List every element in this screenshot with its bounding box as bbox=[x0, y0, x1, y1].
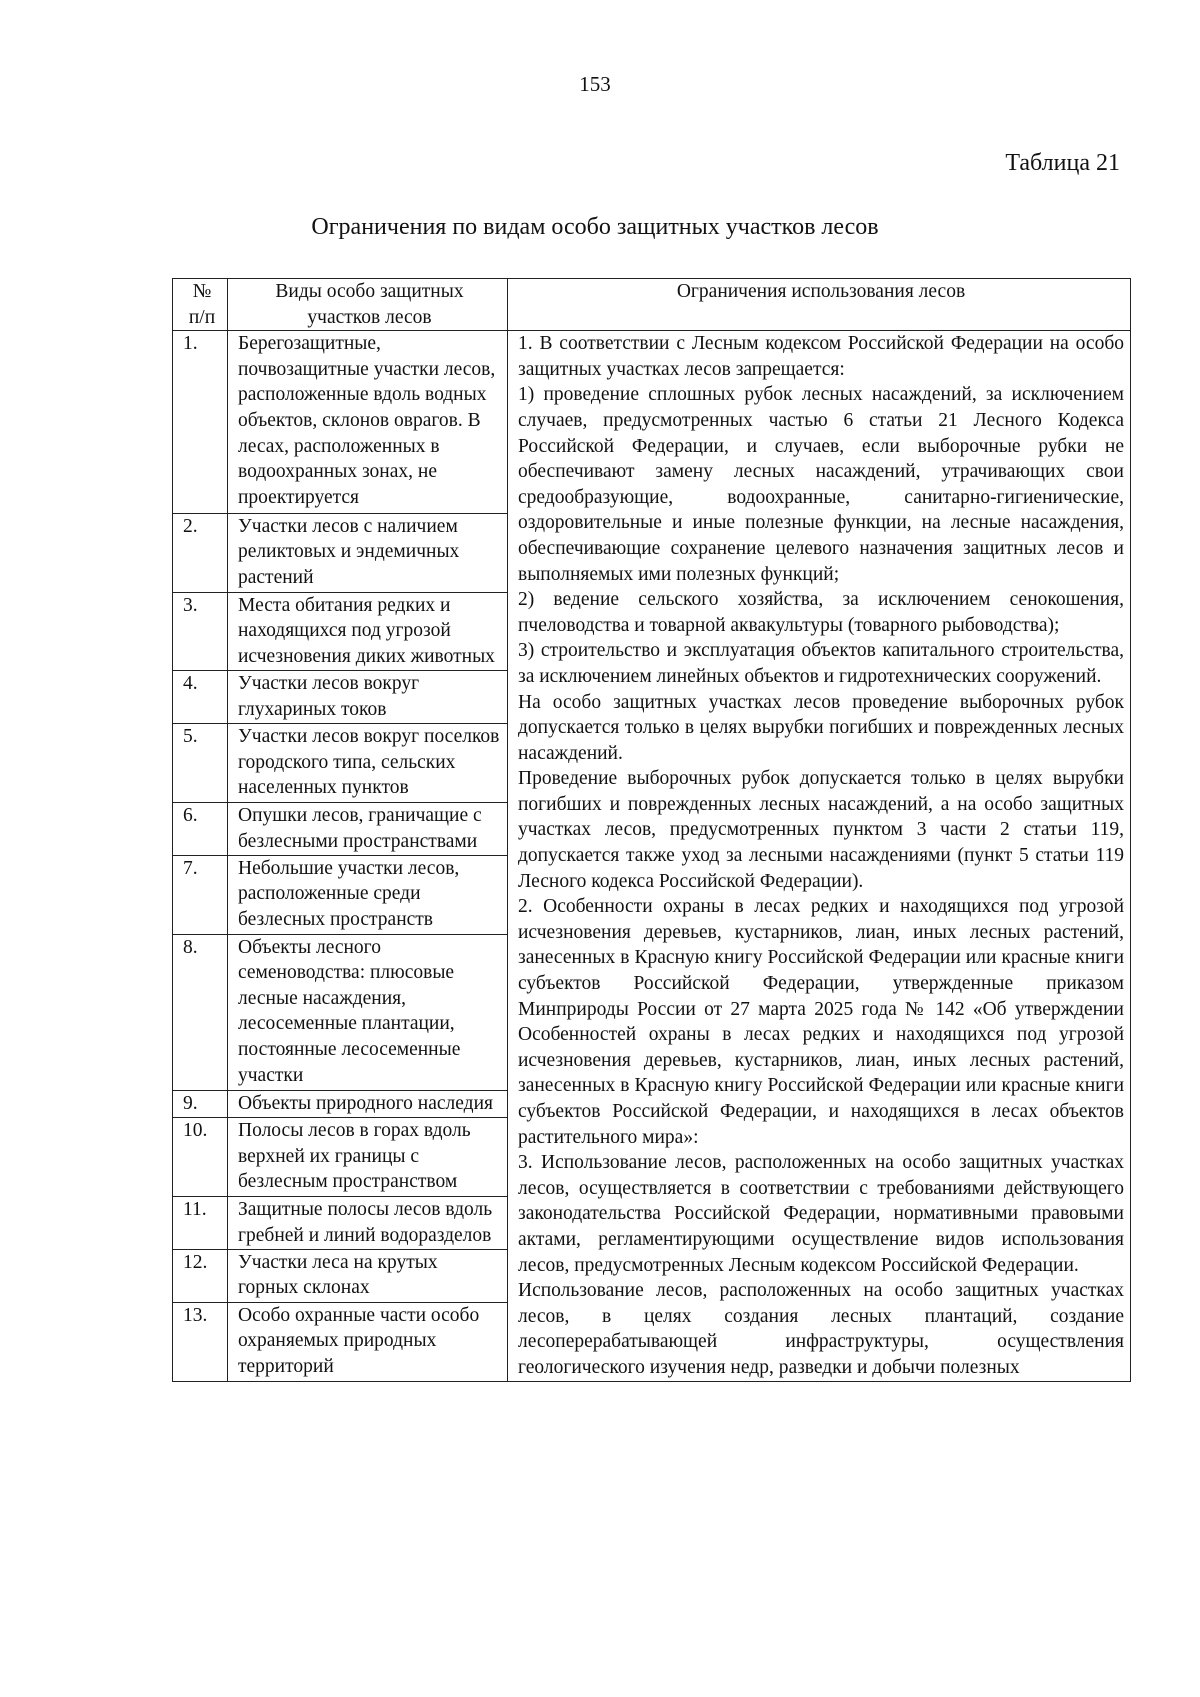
restriction-paragraph: На особо защитных участках лесов проведение выборочных рубок допускается только в целях вырубки погибших и поврежденных лесных насаждений. bbox=[518, 691, 1124, 764]
row-number: 1. bbox=[173, 331, 228, 514]
row-number: 3. bbox=[173, 592, 228, 671]
restriction-paragraph: Проведение выборочных рубок допускается только в целях вырубки погибших и поврежденных лесных насаждений, а на особо защитных участках лесов, предусмотренных пунктом 3 части 2 статьи 119, допускается также уход за лесными насаждениями (пункт 5 статьи 119 Лесного кодекса Российской Федерации). bbox=[518, 768, 1124, 892]
row-number: 5. bbox=[173, 724, 228, 803]
row-kind: Места обитания редких и находящихся под угрозой исчезновения диких животных bbox=[228, 592, 508, 671]
table-label: Таблица 21 bbox=[1005, 150, 1120, 176]
restriction-paragraph: Использование лесов, расположенных на особо защитных участках лесов, в целях создания лесных плантаций, создание лесоперерабатывающей инфраструктуры, осуществления геологического изучения недр, разведки и добычи полезных bbox=[518, 1280, 1124, 1378]
row-kind: Полосы лесов в горах вдоль верхней их границы с безлесным пространством bbox=[228, 1118, 508, 1197]
row-number: 11. bbox=[173, 1196, 228, 1249]
restriction-paragraph: 1. В соответствии с Лесным кодексом Российской Федерации на особо защитных участках лесов запрещается: bbox=[518, 333, 1124, 380]
restriction-paragraph: 1) проведение сплошных рубок лесных насаждений, за исключением случаев, предусмотренных частью 6 статьи 21 Лесного Кодекса Российской Федерации, и случаев, если выборочные рубки не обеспечивают замену лесных насаждений, утрачивающих свои средообразующие, водоохранные, санитарно-гигиенические, оздоровительные и иные полезные функции, на лесные насаждения, обеспечивающие сохранение целевого назначения защитных лесов и выполняемых ими полезных функций; bbox=[518, 384, 1124, 585]
row-number: 9. bbox=[173, 1091, 228, 1118]
row-kind: Объекты лесного семеноводства: плюсовые лесные насаждения, лесосеменные плантации, постоянные лесосеменные участки bbox=[228, 934, 508, 1091]
row-kind: Участки лесов вокруг поселков городского типа, сельских населенных пунктов bbox=[228, 724, 508, 803]
page-number: 153 bbox=[579, 72, 611, 96]
row-kind: Участки лесов с наличием реликтовых и эндемичных растений bbox=[228, 513, 508, 592]
restriction-paragraph: 2. Особенности охраны в лесах редких и находящихся под угрозой исчезновения деревьев, кустарников, лиан, иных лесных растений, занесенных в Красную книгу Российской Федерации или красные книги субъектов Российской Федерации, утвержденные приказом Минприроды России от 27 марта 2025 года № 142 «Об утверждении Особенностей охраны в лесах редких и находящихся под угрозой исчезновения деревьев, кустарников, лиан, иных лесных растений, занесенных в Красную книгу Российской Федерации или красные книги субъектов Российской Федерации, и находящихся в лесах объектов растительного мира»: bbox=[518, 896, 1124, 1148]
page-title: Ограничения по видам особо защитных участков лесов bbox=[311, 214, 879, 240]
restriction-paragraph: 2) ведение сельского хозяйства, за исключением сенокошения, пчеловодства и товарной аквакультуры (товарного рыбоводства); bbox=[518, 589, 1124, 636]
restriction-paragraph: 3. Использование лесов, расположенных на особо защитных участках лесов, осуществляется в соответствии с требованиями действующего законодательства Российской Федерации, нормативными правовыми актами, регламентирующими осуществление видов использования лесов, предусмотренных Лесным кодексом Российской Федерации. bbox=[518, 1152, 1124, 1276]
restrictions-cell bbox=[508, 331, 1131, 1381]
row-kind: Защитные полосы лесов вдоль гребней и линий водоразделов bbox=[228, 1196, 508, 1249]
restrictions-table bbox=[172, 278, 1131, 1382]
header-restrictions: Ограничения использования лесов bbox=[508, 279, 1131, 331]
row-kind: Небольшие участки лесов, расположенные среди безлесных пространств bbox=[228, 855, 508, 934]
row-number: 10. bbox=[173, 1118, 228, 1197]
row-kind: Участки леса на крутых горных склонах bbox=[228, 1249, 508, 1302]
row-number: 6. bbox=[173, 802, 228, 855]
restriction-paragraph: 3) строительство и эксплуатация объектов капитального строительства, за исключением линейных объектов и гидротехнических сооружений. bbox=[518, 640, 1124, 687]
row-kind: Опушки лесов, граничащие с безлесными пространствами bbox=[228, 802, 508, 855]
row-number: 13. bbox=[173, 1302, 228, 1381]
row-number: 4. bbox=[173, 671, 228, 724]
row-number: 7. bbox=[173, 855, 228, 934]
row-number: 2. bbox=[173, 513, 228, 592]
header-kinds: Виды особо защитных участков лесов bbox=[228, 279, 508, 331]
row-number: 12. bbox=[173, 1249, 228, 1302]
table-header-row bbox=[173, 279, 1131, 331]
row-kind: Особо охранные части особо охраняемых природных территорий bbox=[228, 1302, 508, 1381]
row-kind: Участки лесов вокруг глухариных токов bbox=[228, 671, 508, 724]
row-number: 8. bbox=[173, 934, 228, 1091]
header-number: № п/п bbox=[173, 279, 228, 331]
table-row bbox=[173, 331, 1131, 514]
row-kind: Берегозащитные, почвозащитные участки лесов, расположенные вдоль водных объектов, склонов оврагов. В лесах, расположенных в водоохранных зонах, не проектируется bbox=[228, 331, 508, 514]
row-kind: Объекты природного наследия bbox=[228, 1091, 508, 1118]
